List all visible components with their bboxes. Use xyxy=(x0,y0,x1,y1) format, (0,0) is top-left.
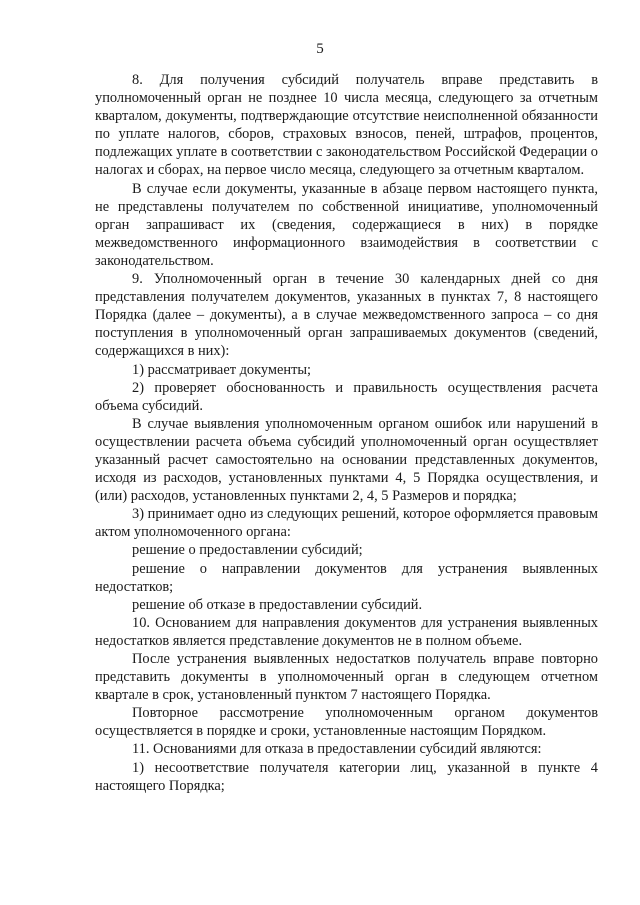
paragraph-8-note: В случае если документы, указанные в абзаце первом настоящего пункта, не представлены получателем по собственной инициативе, уполномоченный орган запрашиваст их (сведения, содержащиеся в них) в порядке межведомственного информационного взаимодействия в соответствии с законодательством. xyxy=(95,180,598,269)
decision-grant: решение о предоставлении субсидий; xyxy=(132,542,363,559)
paragraph-11: 11. Основаниями для отказа в предоставлении субсидий являются: xyxy=(132,741,542,758)
paragraph-9-item-2: 2) проверяет обоснованность и правильность осуществления расчета объема субсидий. xyxy=(95,379,598,414)
paragraph-10-resubmit: После устранения выявленных недостатков получатель вправе повторно представить документы в уполномоченный орган в следующем отчетном квартале в срок, установленный пунктом 7 настоящего Порядка. xyxy=(95,651,598,704)
paragraph-8: 8. Для получения субсидий получатель вправе представить в уполномоченный орган не позднее 10 числа месяца, следующего за отчетным кварталом, документы, подтверждающие отсутствие неисполненной обязанности по уплате налогов, сборов, страховых взносов, пеней, штрафов, процентов, подлежащих уплате в соответствии с законодательством Российской Федерации о налогах и сборах, на первое число месяца, следующего за отчетным кварталом. xyxy=(95,72,598,179)
paragraph-9-item-1: 1) рассматривает документы; xyxy=(132,361,312,378)
paragraph-9: 9. Уполномоченный орган в течение 30 календарных дней со дня представления получателем документов, указанных в пунктах 7, 8 настоящего Порядка (далее – документы), а в случае межведомственного запроса – со дня поступления в уполномоченный орган запрашиваемых документов (сведений, содержащихся в них): xyxy=(95,271,598,360)
document-body xyxy=(95,71,598,795)
paragraph-9-errors: В случае выявления уполномоченным органом ошибок или нарушений в осуществлении расчета объема субсидий уполномоченный орган осуществляет указанный расчет самостоятельно на основании представленных документов, исходя из расходов, установленных пунктами 4, 5 Порядка осуществления, и (или) расходов, установленных пунктами 2, 4, 5 Размеров и порядка; xyxy=(95,415,598,505)
decision-return: решение о направлении документов для устранения выявленных недостатков; xyxy=(95,560,598,595)
paragraph-11-item-1: 1) несоответствие получателя категории лиц, указанной в пункте 4 настоящего Порядка; xyxy=(95,759,598,794)
page-number: 5 xyxy=(316,41,324,57)
paragraph-10-review: Повторное рассмотрение уполномоченным органом документов осуществляется в порядке и сроки, установленные настоящим Порядком. xyxy=(95,705,598,740)
paragraph-9-item-3: 3) принимает одно из следующих решений, которое оформляется правовым актом уполномоченного органа: xyxy=(95,506,598,541)
decision-refusal: решение об отказе в предоставлении субсидий. xyxy=(132,596,423,613)
paragraph-10: 10. Основанием для направления документов для устранения выявленных недостатков является представление документов не в полном объеме. xyxy=(95,614,598,649)
